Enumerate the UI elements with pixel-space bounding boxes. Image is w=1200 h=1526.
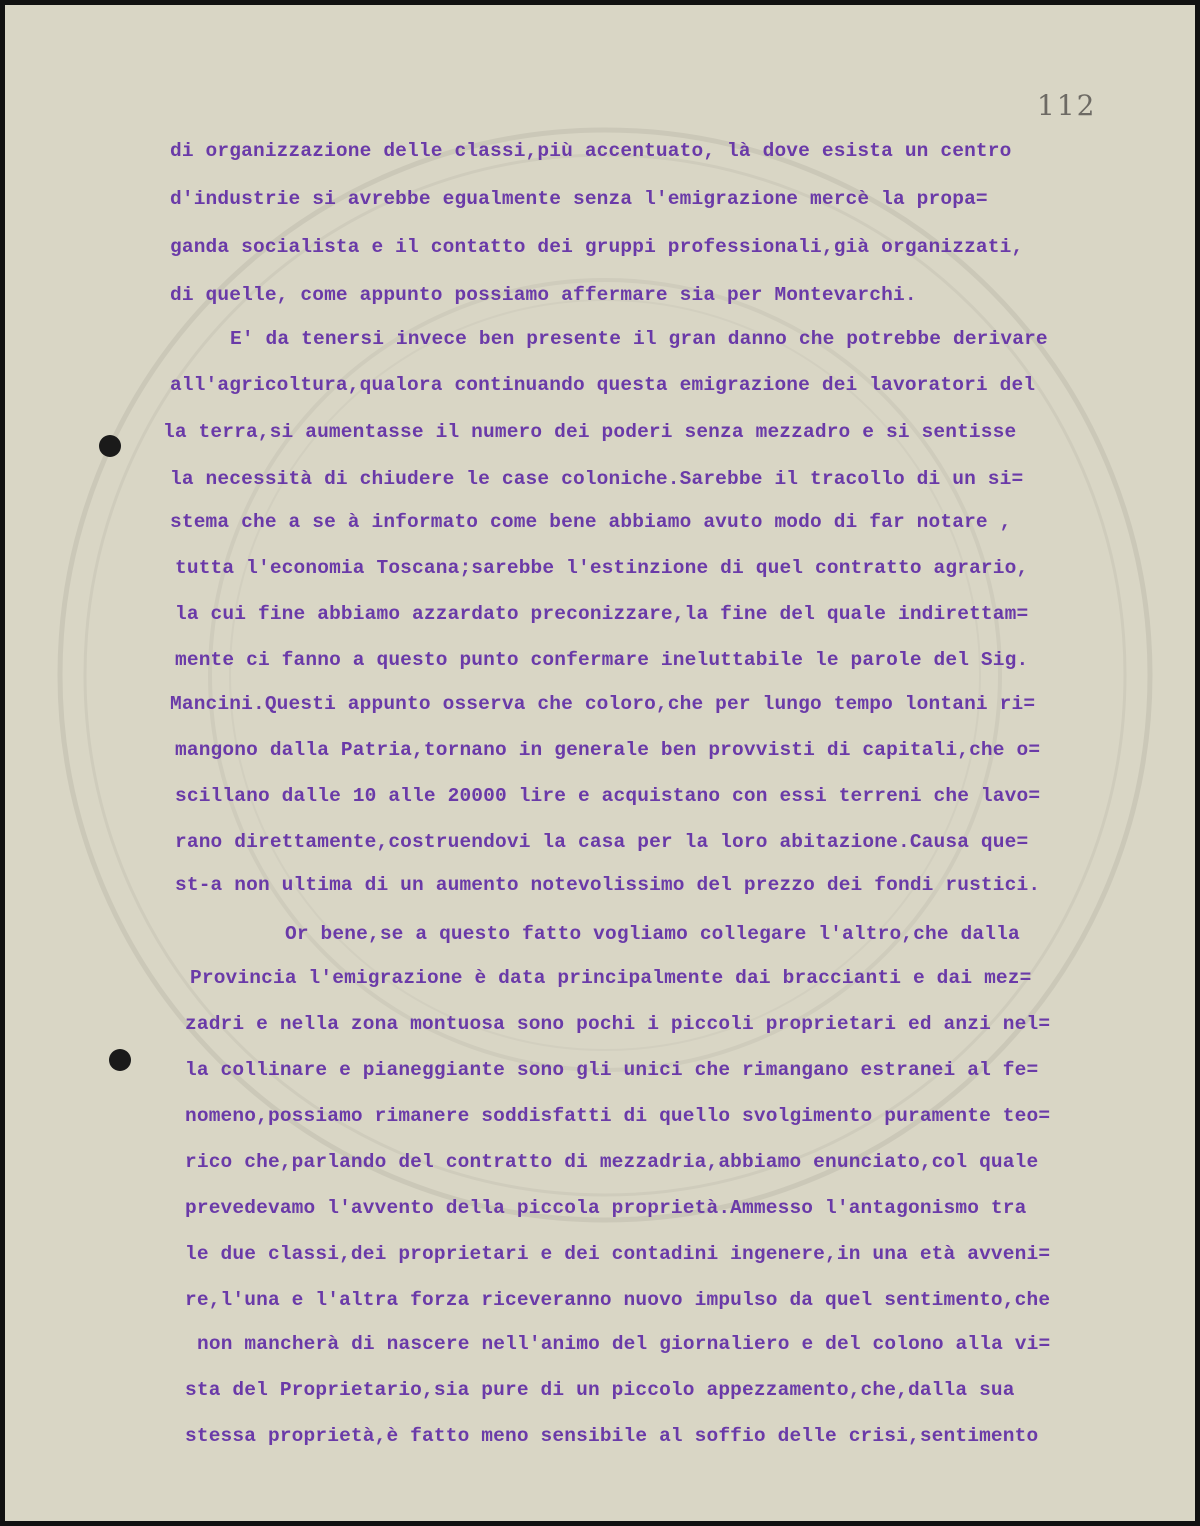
text-line: rico che,parlando del contratto di mezzadria,abbiamo enunciato,col quale [185, 1151, 1039, 1173]
text-line: scillano dalle 10 alle 20000 lire e acquistano con essi terreni che lavo= [175, 785, 1041, 807]
page-number: 112 [1037, 89, 1097, 122]
text-line: mente ci fanno a questo punto confermare ineluttabile le parole del Sig. [175, 649, 1029, 671]
text-line: tutta l'economia Toscana;sarebbe l'estinzione di quel contratto agrario, [175, 557, 1029, 579]
text-line: la cui fine abbiamo azzardato preconizzare,la fine del quale indirettam= [175, 603, 1029, 625]
text-line: re,l'una e l'altra forza riceveranno nuovo impulso da quel sentimento,che [185, 1289, 1051, 1311]
text-line: zadri e nella zona montuosa sono pochi i piccoli proprietari ed anzi nel= [185, 1013, 1051, 1035]
text-line: mangono dalla Patria,tornano in generale ben provvisti di capitali,che o= [175, 739, 1041, 761]
text-line: st-a non ultima di un aumento notevolissimo del prezzo dei fondi rustici. [175, 874, 1041, 896]
text-line: d'industrie si avrebbe egualmente senza l'emigrazione mercè la propa= [170, 188, 988, 210]
text-line: la collinare e pianeggiante sono gli unici che rimangano estranei al fe= [185, 1059, 1039, 1081]
text-line: la terra,si aumentasse il numero dei poderi senza mezzadro e si sentisse [163, 421, 1017, 443]
binder-hole-bottom [109, 1049, 131, 1071]
text-line: ganda socialista e il contatto dei gruppi professionali,già organizzati, [170, 236, 1024, 258]
text-line: prevedevamo l'avvento della piccola proprietà.Ammesso l'antagonismo tra [185, 1197, 1027, 1219]
text-line: la necessità di chiudere le case coloniche.Sarebbe il tracollo di un si= [170, 468, 1024, 490]
text-line: E' da tenersi invece ben presente il gran danno che potrebbe derivare [230, 328, 1048, 350]
text-line: non mancherà di nascere nell'animo del giornaliero e del colono alla vi= [197, 1333, 1051, 1355]
text-line: all'agricoltura,qualora continuando questa emigrazione dei lavoratori del [170, 374, 1036, 396]
text-line: rano direttamente,costruendovi la casa per la loro abitazione.Causa que= [175, 831, 1029, 853]
text-line: di quelle, come appunto possiamo affermare sia per Montevarchi. [170, 284, 917, 306]
text-line: Provincia l'emigrazione è data principalmente dai braccianti e dai mez= [190, 967, 1032, 989]
text-line: di organizzazione delle classi,più accentuato, là dove esista un centro [170, 140, 1012, 162]
text-line: le due classi,dei proprietari e dei contadini ingenere,in una età avveni= [185, 1243, 1051, 1265]
binder-hole-top [99, 435, 121, 457]
text-line: stema che a se à informato come bene abbiamo avuto modo di far notare , [170, 511, 1012, 533]
text-line: Or bene,se a questo fatto vogliamo collegare l'altro,che dalla [285, 923, 1020, 945]
text-line: Mancini.Questi appunto osserva che coloro,che per lungo tempo lontani ri= [170, 693, 1036, 715]
text-line: nomeno,possiamo rimanere soddisfatti di quello svolgimento puramente teo= [185, 1105, 1051, 1127]
text-line: sta del Proprietario,sia pure di un piccolo appezzamento,che,dalla sua [185, 1379, 1015, 1401]
text-line: stessa proprietà,è fatto meno sensibile al soffio delle crisi,sentimento [185, 1425, 1039, 1447]
